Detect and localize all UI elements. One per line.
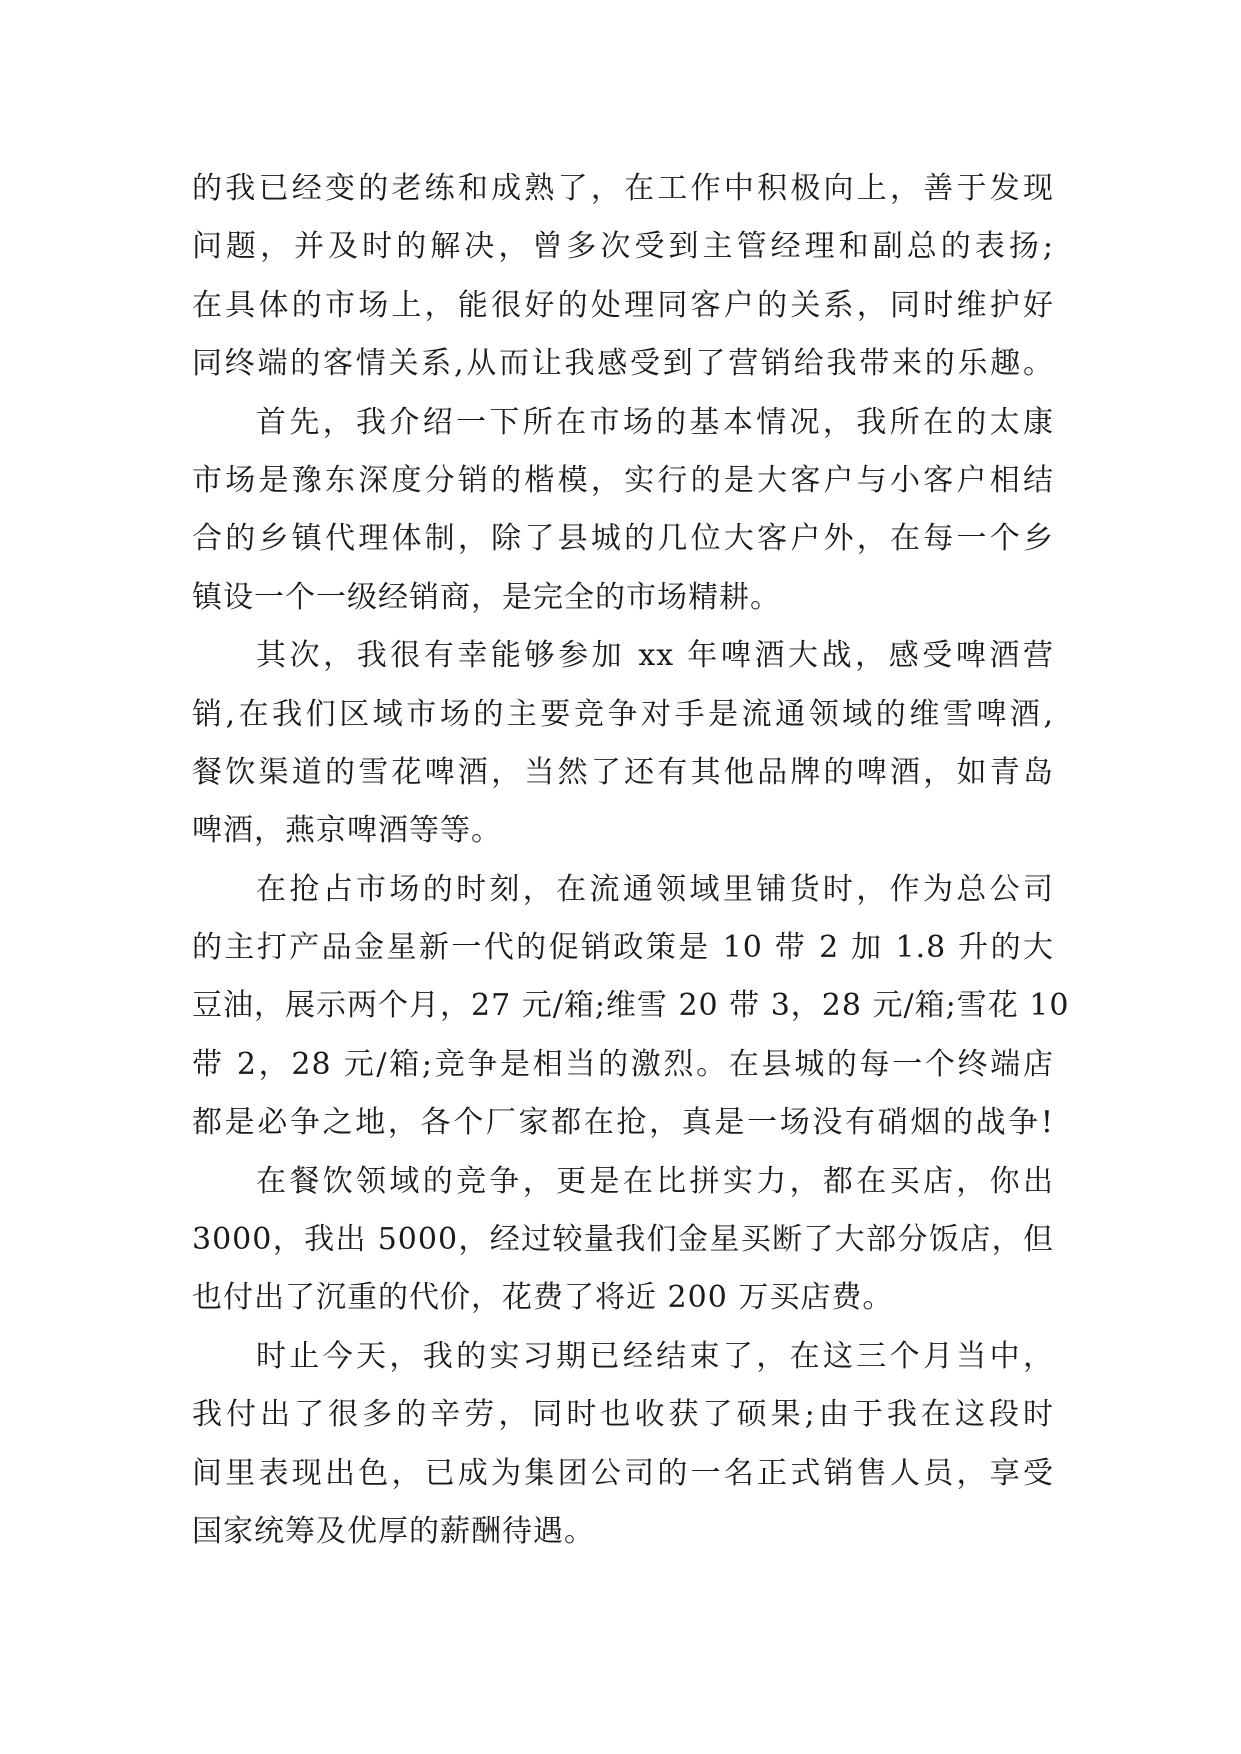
text-line: 市场是豫东深度分销的楷模，实行的是大客户与小客户相结 bbox=[192, 462, 1054, 498]
text-line: 同终端的客情关系,从而让我感受到了营销给我带来的乐趣。 bbox=[192, 346, 1054, 382]
paragraph-first-line: 其次，我很有幸能够参加 xx 年啤酒大战，感受啤酒营 bbox=[256, 638, 1054, 674]
text-line: 也付出了沉重的代价，花费了将近 200 万买店费。 bbox=[192, 1280, 894, 1316]
text-line: 间里表现出色，已成为集团公司的一名正式销售人员，享受 bbox=[192, 1455, 1054, 1491]
text-line: 餐饮渠道的雪花啤酒，当然了还有其他品牌的啤酒，如青岛 bbox=[192, 754, 1054, 790]
text-line: 啤酒，燕京啤酒等等。 bbox=[192, 813, 502, 849]
text-line: 带 2，28 元/箱;竞争是相当的激烈。在县城的每一个终端店 bbox=[192, 1046, 1054, 1082]
paragraph-first-line: 时止今天，我的实习期已经结束了，在这三个月当中， bbox=[256, 1338, 1054, 1374]
text-line: 都是必争之地，各个厂家都在抢，真是一场没有硝烟的战争! bbox=[192, 1105, 1054, 1141]
document-body bbox=[192, 160, 1070, 1561]
paragraph-first-line: 在餐饮领域的竞争，更是在比拼实力，都在买店，你出 bbox=[256, 1163, 1054, 1199]
text-line: 国家统筹及优厚的薪酬待遇。 bbox=[192, 1513, 595, 1549]
text-line: 在具体的市场上，能很好的处理同客户的关系，同时维护好 bbox=[192, 287, 1054, 323]
text-line: 合的乡镇代理体制，除了县城的几位大客户外，在每一个乡 bbox=[192, 521, 1054, 557]
text-line: 3000，我出 5000，经过较量我们金星买断了大部分饭店，但 bbox=[192, 1222, 1054, 1258]
text-line: 销,在我们区域市场的主要竞争对手是流通领域的维雪啤酒, bbox=[192, 696, 1054, 732]
text-line: 问题，并及时的解决，曾多次受到主管经理和副总的表扬; bbox=[192, 229, 1054, 265]
text-line: 的我已经变的老练和成熟了，在工作中积极向上，善于发现 bbox=[192, 171, 1054, 206]
text-line: 豆油，展示两个月，27 元/箱;维雪 20 带 3，28 元/箱;雪花 10 bbox=[192, 988, 1070, 1024]
text-line: 镇设一个一级经销商，是完全的市场精耕。 bbox=[192, 579, 781, 615]
text-line: 我付出了很多的辛劳，同时也收获了硕果;由于我在这段时 bbox=[192, 1397, 1054, 1433]
text-line: 的主打产品金星新一代的促销政策是 10 带 2 加 1.8 升的大 bbox=[192, 930, 1054, 966]
paragraph-first-line: 在抢占市场的时刻，在流通领域里铺货时，作为总公司 bbox=[256, 871, 1054, 907]
paragraph-first-line: 首先，我介绍一下所在市场的基本情况，我所在的太康 bbox=[256, 404, 1054, 440]
